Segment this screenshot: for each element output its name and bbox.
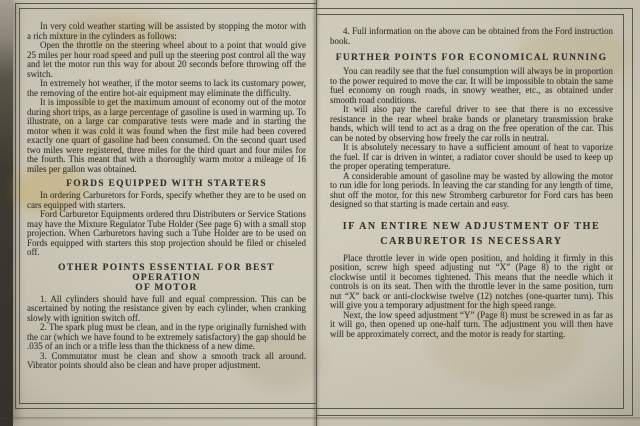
- paragraph-hot-weather: In extremely hot weather, if the motor seems to lack its customary power, the removing of the entire hot-air equipment may eliminate the difficulty.: [27, 78, 306, 98]
- heading-line: OTHER POINTS ESSENTIAL FOR BEST OPERATION: [58, 262, 275, 283]
- section-heading-economical-running: FURTHER POINTS FOR ECONOMICAL RUNNING: [335, 53, 608, 63]
- paragraph-idle-waste: A considerable amount of gasoline may be wasted by allowing the motor to run idle for long periods. In leaving the car standing for any length of time, shut off the motor, for this new Stromberg carburetor for Ford cars has been designed so that starting is made certain and easy.: [330, 170, 613, 209]
- paragraph-fuel-consumption: You can readily see that the fuel consumption will always be in proportion to the power required to move the car. It will be impossible to obtain the same fuel economy on rough roads, in snowy weather, etc., as obtained under smooth road conditions.: [330, 66, 613, 105]
- paragraph-high-speed-adjustment: Place throttle lever in wide open position, and holding it firmly in this position, screw high speed adjusting nut “X” (Page 8) to the right or clockwise until it becomes tightened. This means that the needle which it controls is on its seat. Then with the throttle lever in the same position, turn nut “X” back or anti-clockwise twelve (12) notches (one-quarter turn). This will give you a temporary adjustment for the high speed range.: [330, 252, 613, 310]
- paragraph-item-4-instruction-book: 4. Full information on the above can be obtained from the Ford instruction book.: [330, 26, 613, 46]
- left-page-text-column: [27, 22, 306, 371]
- right-page-text-column: [330, 27, 613, 339]
- paragraph-economy-short-trips: It is impossible to get the maximum amount of economy out of the motor during short trips, as a large percentage of gasoline is used in warming up. To illustrate, on a large car comparative tests were made and in starting the motor when it was cold it was found when the first mile had been covered exactly one quart of gasoline had been consumed. On the second quart used two miles were registered, three miles for the third quart and four miles for the fourth. This meant that with a thoroughly warm motor a mileage of 16 miles per gallon was obtained.: [27, 97, 306, 174]
- heading-line: OF MOTOR: [135, 282, 198, 293]
- paragraph-tube-holder: Ford Carburetor Equipments ordered thru Distributers or Service Stations may have the Mixture Regulator Tube Holder (See page 6) with a small stop projection. When Carburetors having such a Tube Holder are to be used on Fords equipped with starters this stop projection should be filed or chiseled off.: [27, 209, 306, 257]
- paragraph-open-throttle: Open the throttle on the steering wheel about to a point that would give 25 miles per hour road speed and pull up the steering post control all the way and let the motor run this way for about 20 seconds before throwing off the switch.: [27, 40, 306, 79]
- paragraph-item-2-spark-plug: 2. The spark plug must be clean, and in the type originally furnished with the car (which we have found to be extremely satisfactory) the gap should be .035 of an inch or a trifle less than the thickness of a new dime.: [27, 322, 306, 351]
- paragraph-low-speed-adjustment: Next, the low speed adjustment “Y” (Page 8) must be screwed in as far as it will go, then opened up one-half turn. The adjustment you will then have will be approximately correct, and the motor is ready for starting.: [330, 309, 613, 339]
- paragraph-brake-bands: It will also pay the careful driver to see that there is no excessive resistance in the rear wheel brake bands or planetary transmission brake bands, which will tend to act as a drag on the free operation of the car. This can be noted by observing how freely the car rolls in neutral.: [330, 104, 613, 143]
- heading-line: CARBURETOR IS NECESSARY: [380, 235, 563, 247]
- paragraph-item-3-commutator: 3. Commutator must be clean and show a smooth track all around. Vibrator points should also be clean and have proper adjustment.: [27, 350, 306, 370]
- section-heading-fords-equipped-with-starters: FORDS EQUIPPED WITH STARTERS: [66, 179, 267, 189]
- section-heading-other-points: [27, 263, 306, 293]
- paragraph-heat-vaporize: It is absolutely necessary to have a sufficient amount of heat to vaporize the fuel. If car is driven in winter, a radiator cover should be used to keep up the proper operating temperature.: [330, 142, 613, 171]
- section-heading-new-adjustment: [330, 219, 613, 249]
- paragraph-item-1-compression: 1. All cylinders should have full and equal compression. This can be ascertained by noting the resistance given by each cylinder, when cranking slowly with ignition switch off.: [27, 293, 306, 323]
- page-bottom-edge-shadow: [0, 417, 640, 420]
- heading-line: IF AN ENTIRE NEW ADJUSTMENT OF THE: [342, 220, 601, 232]
- paragraph-cold-weather: In very cold weather starting will be assisted by stopping the motor with a rich mixture in the cylinders as follows:: [27, 21, 306, 41]
- paragraph-ordering-carburetors: In ordering Carburetors for Fords, specify whether they are to be used on cars equipped with starters.: [27, 190, 306, 210]
- center-fold-line: [316, 0, 317, 426]
- book-gutter-shadow: [0, 0, 13, 426]
